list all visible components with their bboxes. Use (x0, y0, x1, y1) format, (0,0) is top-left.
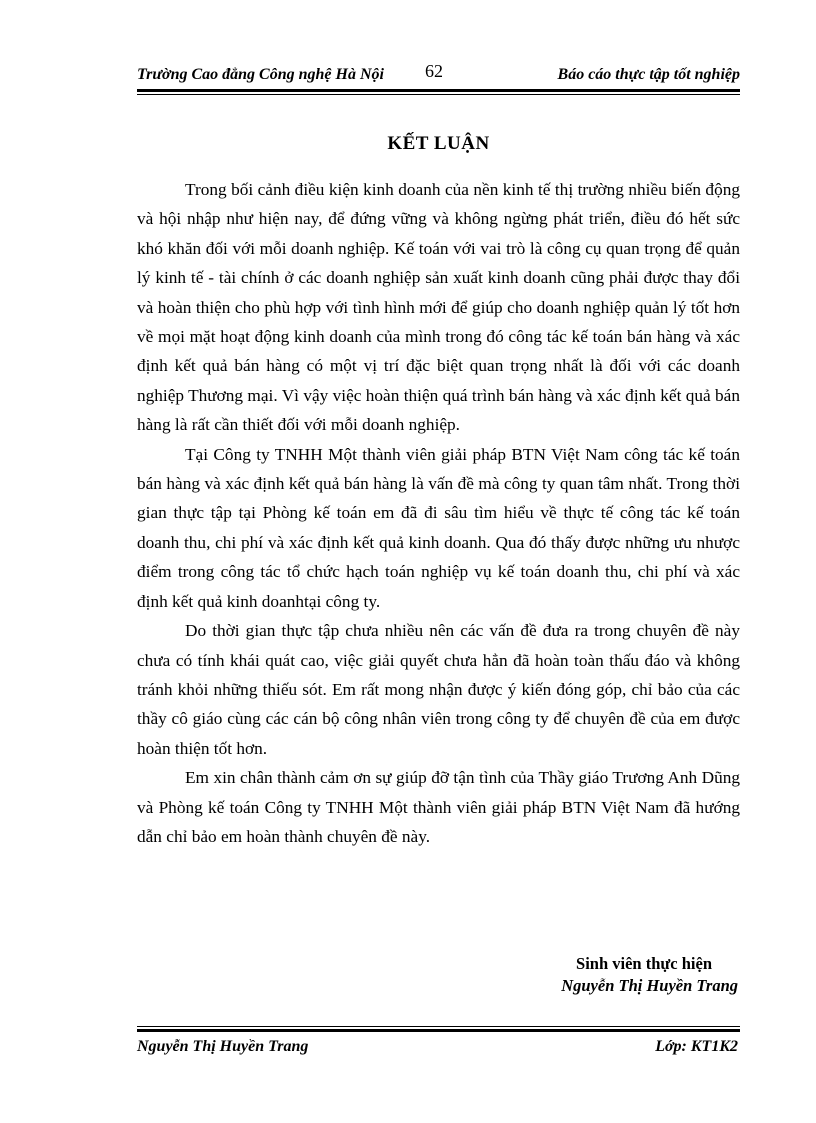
header-school: Trường Cao đẳng Công nghệ Hà Nội (137, 66, 384, 83)
paragraph: Em xin chân thành cảm ơn sự giúp đỡ tận tình của Thầy giáo Trương Anh Dũng và Phòng kế toán Công ty TNHH Một thành viên giải pháp BTN Việt Nam đã hướng dẫn chỉ bảo em hoàn thành chuyên đề này. (137, 768, 740, 846)
footer-class: Lớp: KT1K2 (655, 1038, 738, 1055)
page-number: 62 (425, 61, 443, 81)
conclusion-body (137, 175, 740, 851)
signature-block (470, 953, 740, 997)
paragraph: Do thời gian thực tập chưa nhiều nên các vấn đề đưa ra trong chuyên đề này chưa có tính khái quát cao, việc giải quyết chưa hẳn đã hoàn toàn thấu đáo và không tránh khỏi những thiếu sót. Em rất mong nhận được ý kiến đóng góp, chỉ bảo của các thầy cô giáo cùng các cán bộ công nhân viên trong công ty để chuyên đề của em được hoàn thiện tốt hơn. (137, 621, 740, 758)
page-footer (137, 1036, 740, 1060)
header-rule-thick (137, 89, 740, 92)
signature-name: Nguyễn Thị Huyền Trang (561, 976, 738, 995)
footer-rule-thick (137, 1029, 740, 1032)
signature-role: Sinh viên thực hiện (576, 954, 712, 973)
section-title: KẾT LUẬN (387, 133, 490, 154)
header-rule-thin (137, 94, 740, 95)
page-header (137, 61, 740, 90)
footer-rule-thin (137, 1026, 740, 1027)
paragraph: Tại Công ty TNHH Một thành viên giải pháp BTN Việt Nam công tác kế toán bán hàng và xác định kết quả bán hàng là vấn đề mà công ty quan tâm nhất. Trong thời gian thực tập tại Phòng kế toán em đã đi sâu tìm hiểu về thực tế công tác kế toán doanh thu, chi phí và xác định kết quả kinh doanh. Qua đó thấy được những ưu nhược điểm trong công tác tổ chức hạch toán nghiệp vụ kế toán doanh thu, chi phí và xác định kết quả kinh doanhtại công ty. (137, 444, 740, 611)
footer-author: Nguyễn Thị Huyền Trang (137, 1038, 309, 1055)
paragraph: Trong bối cảnh điều kiện kinh doanh của nền kinh tế thị trường nhiều biến động và hội nhập như hiện nay, để đứng vững và không ngừng phát triển, điều đó hết sức khó khăn đối với mỗi doanh nghiệp. Kế toán với vai trò là công cụ quan trọng để quản lý kinh tế - tài chính ở các doanh nghiệp sản xuất kinh doanh cũng phải được thay đổi và hoàn thiện cho phù hợp với tình hình mới để giúp cho doanh nghiệp quản lý tốt hơn về mọi mặt hoạt động kinh doanh của mình trong đó công tác kế toán bán hàng và xác định kết quả bán hàng có một vị trí đặc biệt quan trọng nhất là đối với các doanh nghiệp Thương mại. Vì vậy việc hoàn thiện quá trình bán hàng và xác định kết quả bán hàng là rất cần thiết đối với mỗi doanh nghiệp. (137, 180, 740, 435)
header-report-title: Báo cáo thực tập tốt nghiệp (557, 66, 740, 83)
